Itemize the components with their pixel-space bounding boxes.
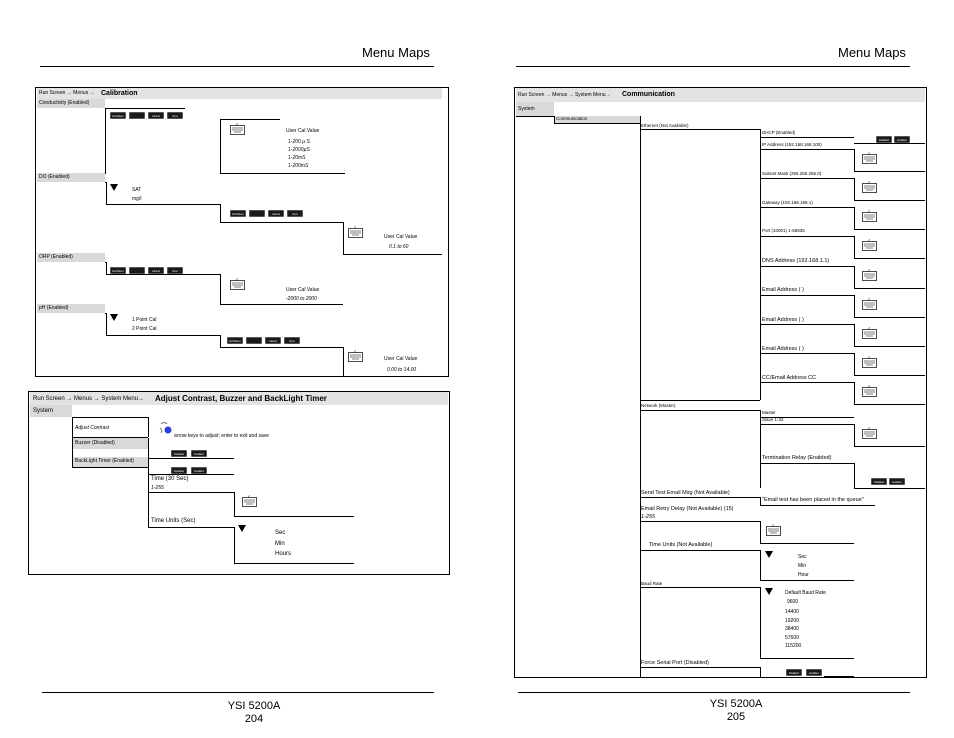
dropdown-arrow-icon bbox=[110, 314, 118, 321]
conductivity-label: Conductivity (Enabled) bbox=[39, 100, 90, 106]
orp-cancel-button[interactable]: Cancel bbox=[148, 267, 164, 274]
contrast-title: Adjust Contrast, Buzzer and BackLight Timer bbox=[155, 394, 327, 403]
keyboard-icon bbox=[230, 123, 245, 135]
left-page-title: Menu Maps bbox=[362, 45, 430, 60]
gateway-label: Gateway (192.168.168.1) bbox=[762, 200, 813, 205]
cond-user-cal-label: User Cal Value bbox=[286, 128, 320, 134]
baud-19200: 19200 bbox=[785, 618, 799, 624]
do-next-button[interactable]: Next bbox=[287, 210, 303, 217]
keyboard-icon bbox=[862, 327, 877, 339]
email-address-3-label: Email Address ( ) bbox=[762, 346, 804, 352]
force-serial-label: Force Serial Port (Disabled) bbox=[641, 660, 709, 666]
cond-exit-menu-button[interactable]: Exit Menu bbox=[110, 112, 126, 119]
cond-blank-button[interactable] bbox=[129, 112, 145, 119]
unit-min: Min bbox=[798, 563, 807, 569]
dropdown-arrow-icon bbox=[110, 184, 118, 191]
email-address-1-label: Email Address ( ) bbox=[762, 287, 804, 293]
backlight-label: BackLight Timer (Enabled) bbox=[75, 458, 134, 464]
do-label: DO (Enabled) bbox=[39, 174, 70, 180]
send-test-email-label: Send Test Email Msg (Not Available) bbox=[641, 490, 730, 496]
baud-38400: 38400 bbox=[785, 626, 799, 632]
send-test-message: "Email test has been placed in the queue" bbox=[762, 497, 864, 503]
dhcp-enabled-button[interactable]: Enabled bbox=[894, 136, 910, 143]
calibration-title: Calibration bbox=[101, 90, 138, 97]
dhcp-label: DHCP (Enabled) bbox=[762, 130, 796, 135]
subnet-label: Subnet Mask (255.255.255.0) bbox=[762, 171, 822, 176]
dropdown-arrow-icon bbox=[765, 588, 773, 595]
baud-14400: 14400 bbox=[785, 609, 799, 615]
dns-label: DNS Address (192.168.1.1) bbox=[762, 258, 830, 264]
ph-option-1pt: 1 Point Cal bbox=[132, 317, 157, 323]
unit-sec: Sec bbox=[275, 530, 286, 536]
ph-label: pH (Enabled) bbox=[39, 305, 69, 311]
email-retry-label: Email Retry Delay (Not Available) (15) bbox=[641, 506, 734, 512]
communication-title: Communication bbox=[622, 91, 675, 98]
port-label: Port (10001) 1-65535 bbox=[762, 228, 805, 233]
do-option-sat: SAT bbox=[132, 187, 142, 193]
arrow-keys-icon bbox=[158, 421, 172, 435]
keyboard-icon bbox=[862, 298, 877, 310]
unit-hours: Hours bbox=[275, 551, 292, 557]
email-address-2-label: Email Address ( ) bbox=[762, 317, 804, 323]
keyboard-icon bbox=[242, 495, 257, 507]
left-footer-rule bbox=[42, 692, 434, 693]
keyboard-icon bbox=[862, 269, 877, 281]
force-serial-enabled-button[interactable]: Enabled bbox=[806, 669, 822, 676]
backlight-enabled-button[interactable]: Enabled bbox=[191, 467, 207, 474]
baud-115200: 115200 bbox=[785, 643, 802, 649]
orp-user-cal-label: User Cal Value bbox=[286, 287, 320, 293]
termination-relay-label: Termination Relay (Enabled) bbox=[762, 455, 832, 461]
right-footer bbox=[676, 698, 796, 723]
cc-email-label: CC/Email Address CC bbox=[762, 375, 817, 381]
baud-9600: 9600 bbox=[787, 599, 799, 605]
keyboard-icon bbox=[862, 181, 877, 193]
communication-breadcrumb: Run Screen → Menus → System Menu→ bbox=[518, 92, 611, 98]
ph-range: 0.00 to 14.00 bbox=[387, 367, 417, 373]
do-user-cal-label: User Cal Value bbox=[384, 234, 418, 240]
network-label: Network (Master) bbox=[641, 403, 676, 408]
dhcp-disabled-button[interactable]: Disabled bbox=[876, 136, 892, 143]
keyboard-icon bbox=[230, 278, 245, 290]
left-footer bbox=[194, 700, 314, 725]
do-cancel-button[interactable]: Cancel bbox=[268, 210, 284, 217]
cond-range-2: 1-2000µS bbox=[288, 147, 310, 153]
left-footer-page-number: 204 bbox=[244, 712, 264, 725]
buzzer-disabled-button[interactable]: Disabled bbox=[171, 450, 187, 457]
orp-label: ORP (Enabled) bbox=[39, 254, 73, 260]
do-range: 0.1 to 60 bbox=[389, 244, 409, 250]
termination-disabled-button[interactable]: Disabled bbox=[871, 478, 887, 485]
left-header-rule bbox=[40, 66, 434, 67]
time-units-label: Time Units (Sec) bbox=[151, 518, 196, 524]
dropdown-arrow-icon bbox=[765, 551, 773, 558]
cond-range-1: 1-200 µ S bbox=[288, 139, 310, 145]
termination-enabled-button[interactable]: Enabled bbox=[889, 478, 905, 485]
right-footer-page-number: 205 bbox=[726, 710, 746, 723]
right-footer-rule bbox=[518, 692, 910, 693]
buzzer-label: Buzzer (Disabled) bbox=[75, 440, 115, 446]
right-footer-model: YSI 5200A bbox=[709, 698, 763, 710]
keyboard-icon bbox=[862, 385, 877, 397]
baud-57600: 57600 bbox=[785, 635, 799, 641]
time-label: Time (30 Sec) bbox=[151, 476, 189, 482]
unit-min: Min bbox=[275, 541, 285, 547]
system-label: System bbox=[518, 106, 535, 112]
keyboard-icon bbox=[348, 226, 363, 238]
keyboard-icon bbox=[862, 210, 877, 222]
do-blank-button[interactable] bbox=[249, 210, 265, 217]
cond-next-button[interactable]: Next bbox=[167, 112, 183, 119]
do-option-mgl: mg/l bbox=[132, 196, 142, 202]
orp-blank-button[interactable] bbox=[129, 267, 145, 274]
right-header-rule bbox=[516, 66, 910, 67]
keyboard-icon bbox=[862, 239, 877, 251]
time-units-label: Time Units (Not Available) bbox=[649, 542, 713, 548]
time-range: 1-255 bbox=[151, 485, 164, 491]
keyboard-icon bbox=[348, 350, 363, 362]
ph-cancel-button[interactable]: Cancel bbox=[265, 337, 281, 344]
calibration-header bbox=[37, 88, 442, 99]
ph-next-button[interactable]: Next bbox=[284, 337, 300, 344]
ph-blank-button[interactable] bbox=[246, 337, 262, 344]
adjust-contrast-label: Adjust Contrast bbox=[75, 425, 110, 431]
network-master: Master bbox=[762, 410, 776, 415]
keyboard-icon bbox=[862, 427, 877, 439]
calibration-breadcrumb: Run Screen → Menus → bbox=[39, 90, 95, 96]
left-footer-model: YSI 5200A bbox=[227, 700, 281, 712]
do-exit-menu-button[interactable]: Exit Menu bbox=[230, 210, 246, 217]
ph-user-cal-label: User Cal Value bbox=[384, 356, 418, 362]
dropdown-arrow-icon bbox=[238, 525, 246, 532]
baud-rate-label: Baud Rate bbox=[641, 581, 663, 586]
contrast-menu-map bbox=[28, 391, 450, 575]
ph-option-2pt: 2 Point Cal bbox=[132, 326, 157, 332]
email-retry-range: 1-255 bbox=[641, 514, 656, 520]
communication-label: Communication bbox=[556, 116, 588, 121]
communication-menu-map bbox=[514, 87, 927, 678]
ip-label: IP Address (192.168.168.100) bbox=[762, 142, 822, 147]
baud-default: Default Baud Rate bbox=[785, 590, 826, 596]
orp-next-button[interactable]: Next bbox=[167, 267, 183, 274]
cond-range-3: 1-20mS bbox=[288, 155, 306, 161]
unit-hour: Hour bbox=[798, 572, 809, 578]
orp-range: -2000 to 2000 bbox=[286, 296, 317, 302]
cond-cancel-button[interactable]: Cancel bbox=[148, 112, 164, 119]
network-slave: Slave 1-32 bbox=[762, 417, 784, 422]
force-serial-disabled-button[interactable]: Disabled bbox=[786, 669, 802, 676]
orp-exit-menu-button[interactable]: Exit Menu bbox=[110, 267, 126, 274]
system-label: System bbox=[33, 408, 54, 414]
contrast-breadcrumb: Run Screen → Menus → System Menu→ bbox=[33, 396, 145, 402]
keyboard-icon bbox=[862, 152, 877, 164]
arrow-hint: arrow keys to adjust; enter to exit and save bbox=[174, 433, 270, 439]
backlight-disabled-button[interactable]: Disabled bbox=[171, 467, 187, 474]
keyboard-icon bbox=[862, 356, 877, 368]
ph-exit-menu-button[interactable]: Exit Menu bbox=[227, 337, 243, 344]
right-page-title: Menu Maps bbox=[838, 45, 906, 60]
unit-sec: Sec bbox=[798, 554, 807, 560]
keyboard-icon bbox=[766, 524, 781, 536]
cond-range-4: 1-200mS bbox=[288, 163, 309, 169]
ethernet-label: Ethernet (Not Available) bbox=[641, 123, 689, 128]
buzzer-enabled-button[interactable]: Enabled bbox=[191, 450, 207, 457]
